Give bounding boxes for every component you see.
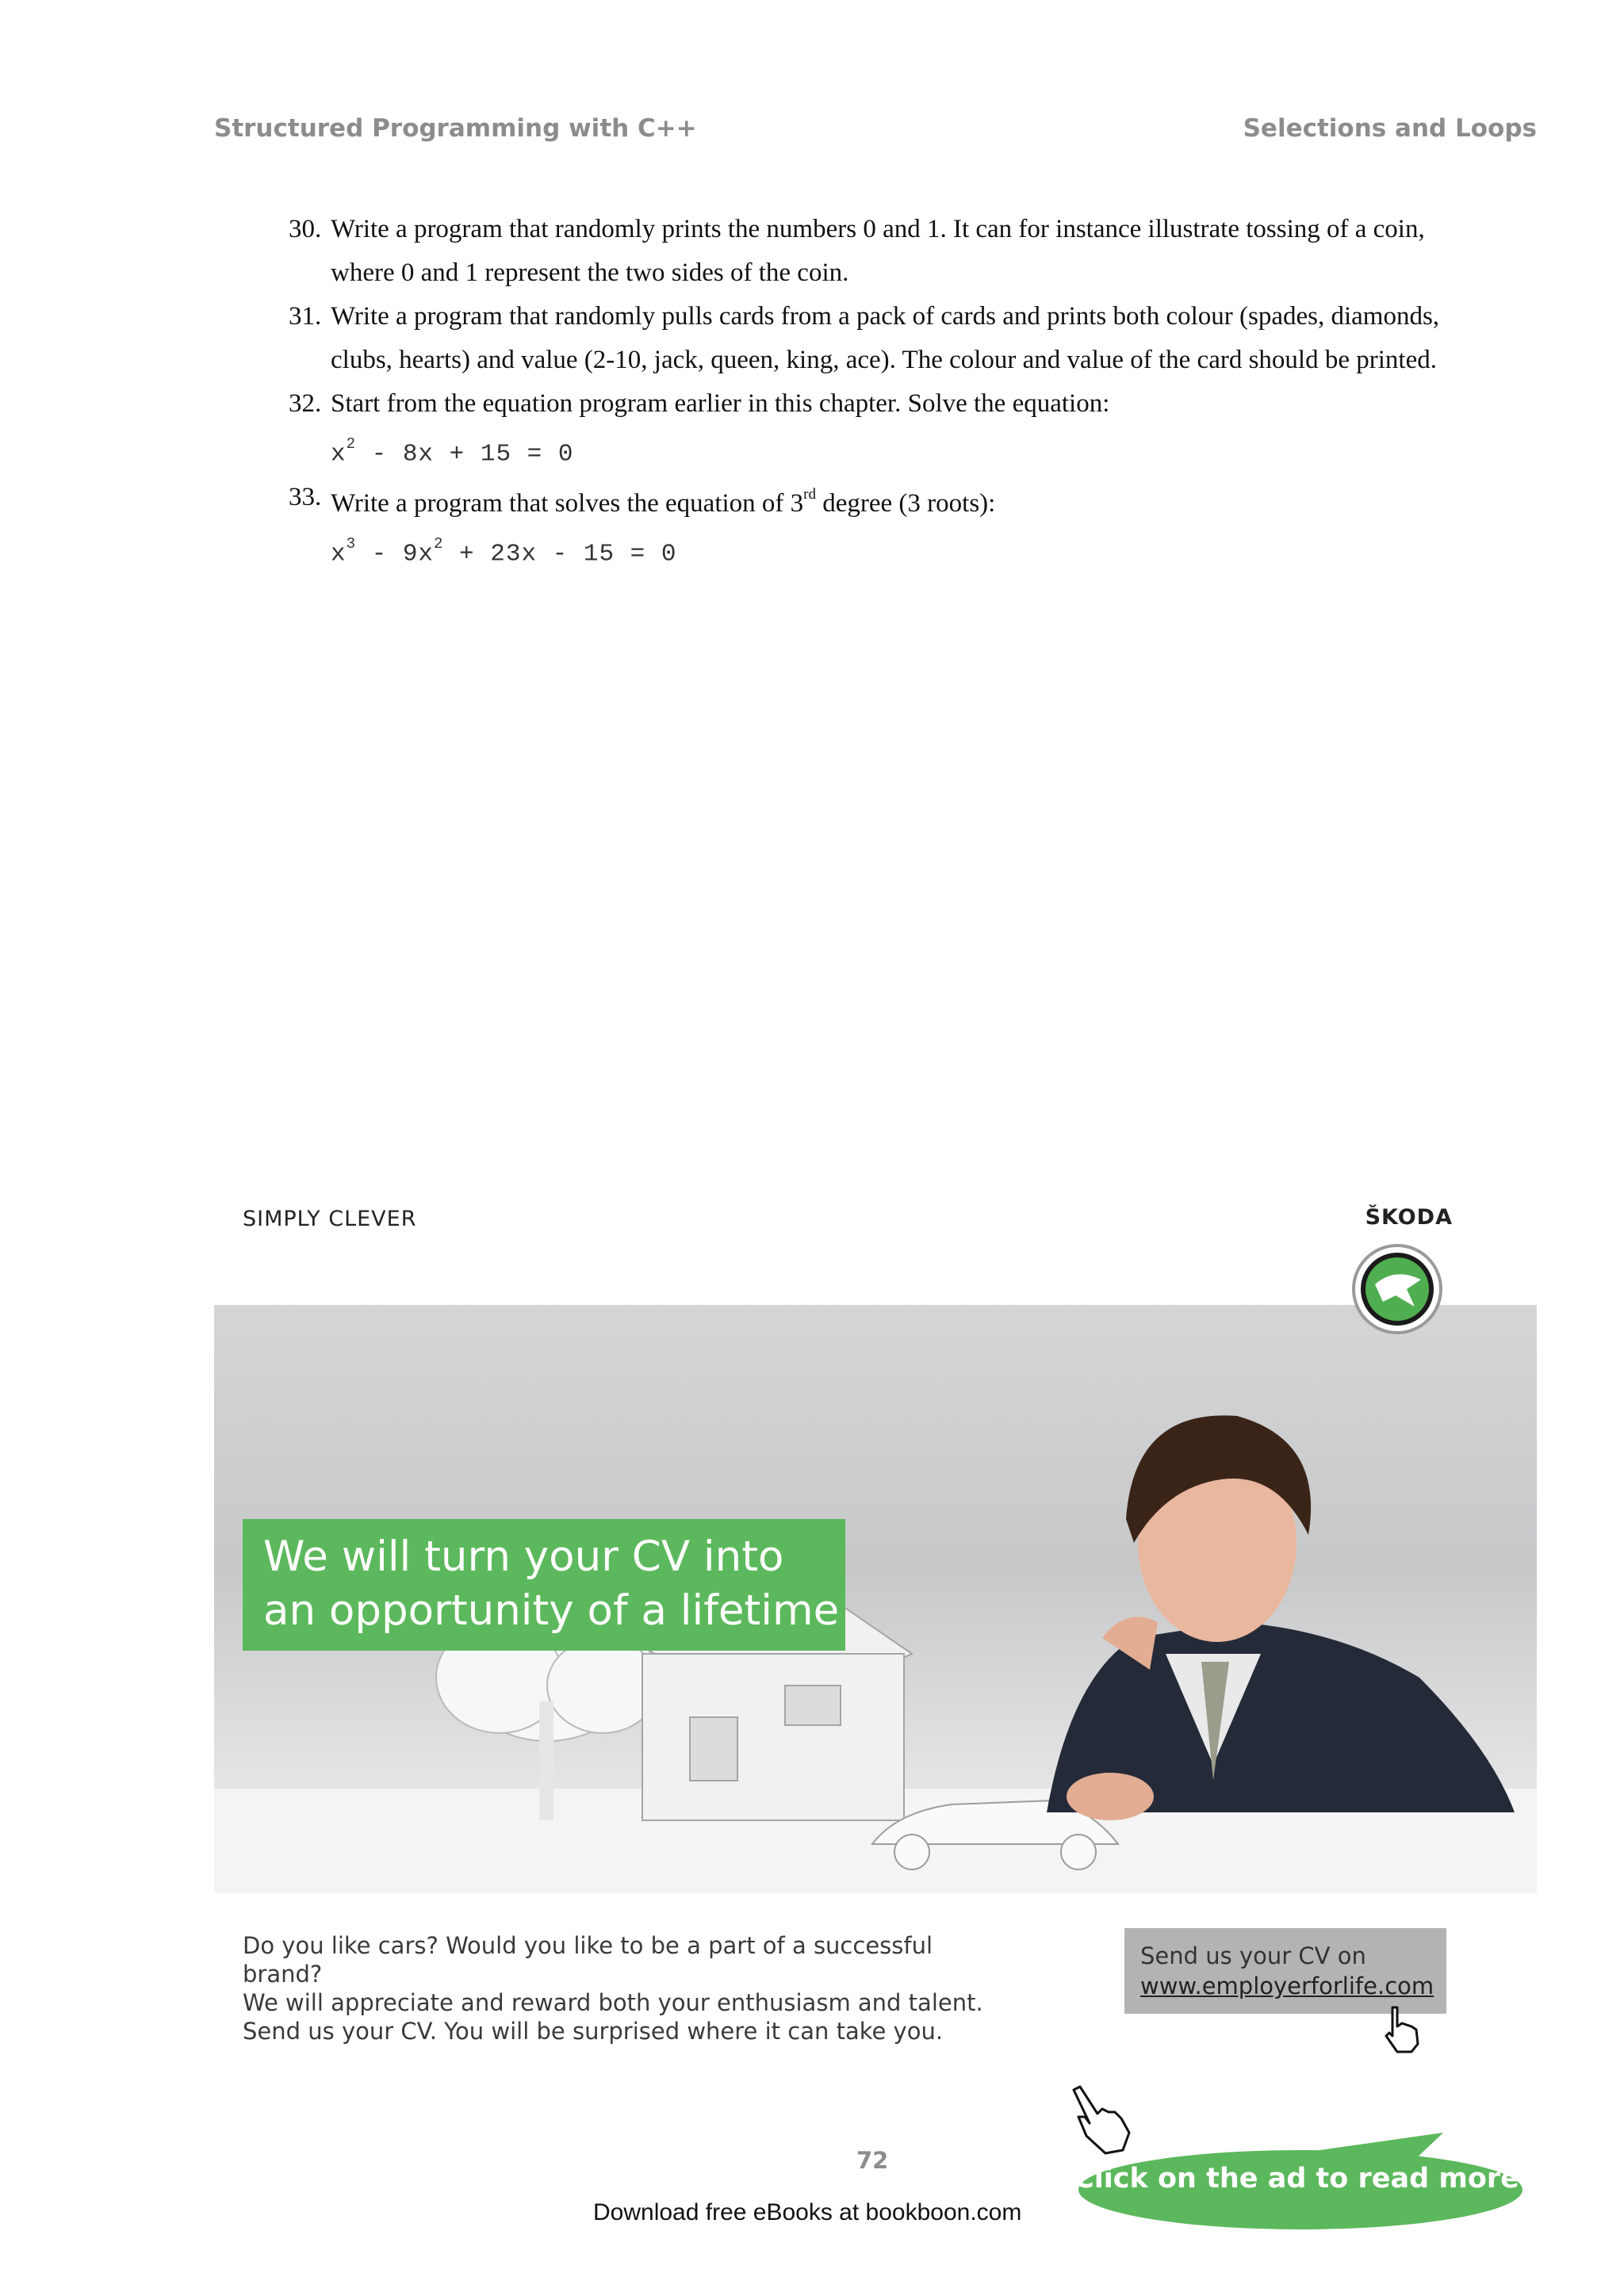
exercise-31	[289, 295, 1526, 382]
footer-text[interactable]: Download free eBooks at bookboon.com	[593, 2199, 1022, 2225]
employer-link[interactable]: www.employerforlife.com	[1140, 1973, 1434, 1999]
exercise-number: 33.	[289, 483, 322, 512]
exercise-text: Write a program that randomly prints the numbers 0 and 1. It can for instance illustrate tossing of a coin,	[331, 215, 1425, 243]
exercise-text: Write a program that randomly pulls cards from a pack of cards and prints both colour (spades, diamonds,	[331, 302, 1440, 331]
ad-tagline: SIMPLY CLEVER	[243, 1207, 417, 1231]
exercise-text: Start from the equation program earlier in this chapter. Solve the equation:	[331, 389, 1110, 418]
skoda-advertisement[interactable]	[214, 1189, 1537, 2195]
exercise-text: Write a program that solves the equation of 3rd degree (3 roots):	[331, 486, 996, 519]
send-cv-box[interactable]: Send us your CV on www.employerforlife.com	[1124, 1928, 1446, 2014]
read-more-button[interactable]	[1071, 2117, 1522, 2231]
read-more-label: Click on the ad to read more	[1074, 2163, 1519, 2195]
exercise-text: where 0 and 1 represent the two sides of the coin.	[331, 258, 849, 287]
page-number: 72	[856, 2147, 889, 2174]
equation-quadratic: $x^2 - 8x + 15 = 0$	[331, 435, 574, 469]
running-header-chapter: Selections and Loops	[1243, 114, 1537, 143]
running-header-title: Structured Programming with C++	[214, 114, 697, 143]
pointer-hand-icon	[1380, 2004, 1424, 2053]
exercise-list	[289, 208, 1526, 576]
exercise-32	[289, 382, 1526, 426]
skoda-logo-icon	[1351, 1243, 1443, 1335]
exercise-text: clubs, hearts) and value (2-10, jack, queen, king, ace). The colour and value of the card should be printed.	[331, 346, 1437, 374]
exercise-33	[289, 476, 1526, 526]
ad-brand-name: ŠKODA	[1365, 1205, 1453, 1230]
ad-body-text: Do you like cars? Would you like to be a part of a successful brand? We will appreciate and reward both your enthusiasm and talent. Send us your CV. You will be surprised where it can take you.	[243, 1932, 983, 2045]
exercise-number: 32.	[289, 389, 322, 418]
ad-photo[interactable]	[214, 1305, 1537, 1893]
ad-headline: We will turn your CV into an opportunity of a lifetime	[243, 1519, 845, 1651]
exercise-number: 31.	[289, 302, 322, 331]
exercise-number: 30.	[289, 215, 322, 243]
equation-cubic: $x^3 - 9x^2 + 23x - 15 = 0$	[331, 535, 677, 568]
exercise-30	[289, 208, 1526, 295]
